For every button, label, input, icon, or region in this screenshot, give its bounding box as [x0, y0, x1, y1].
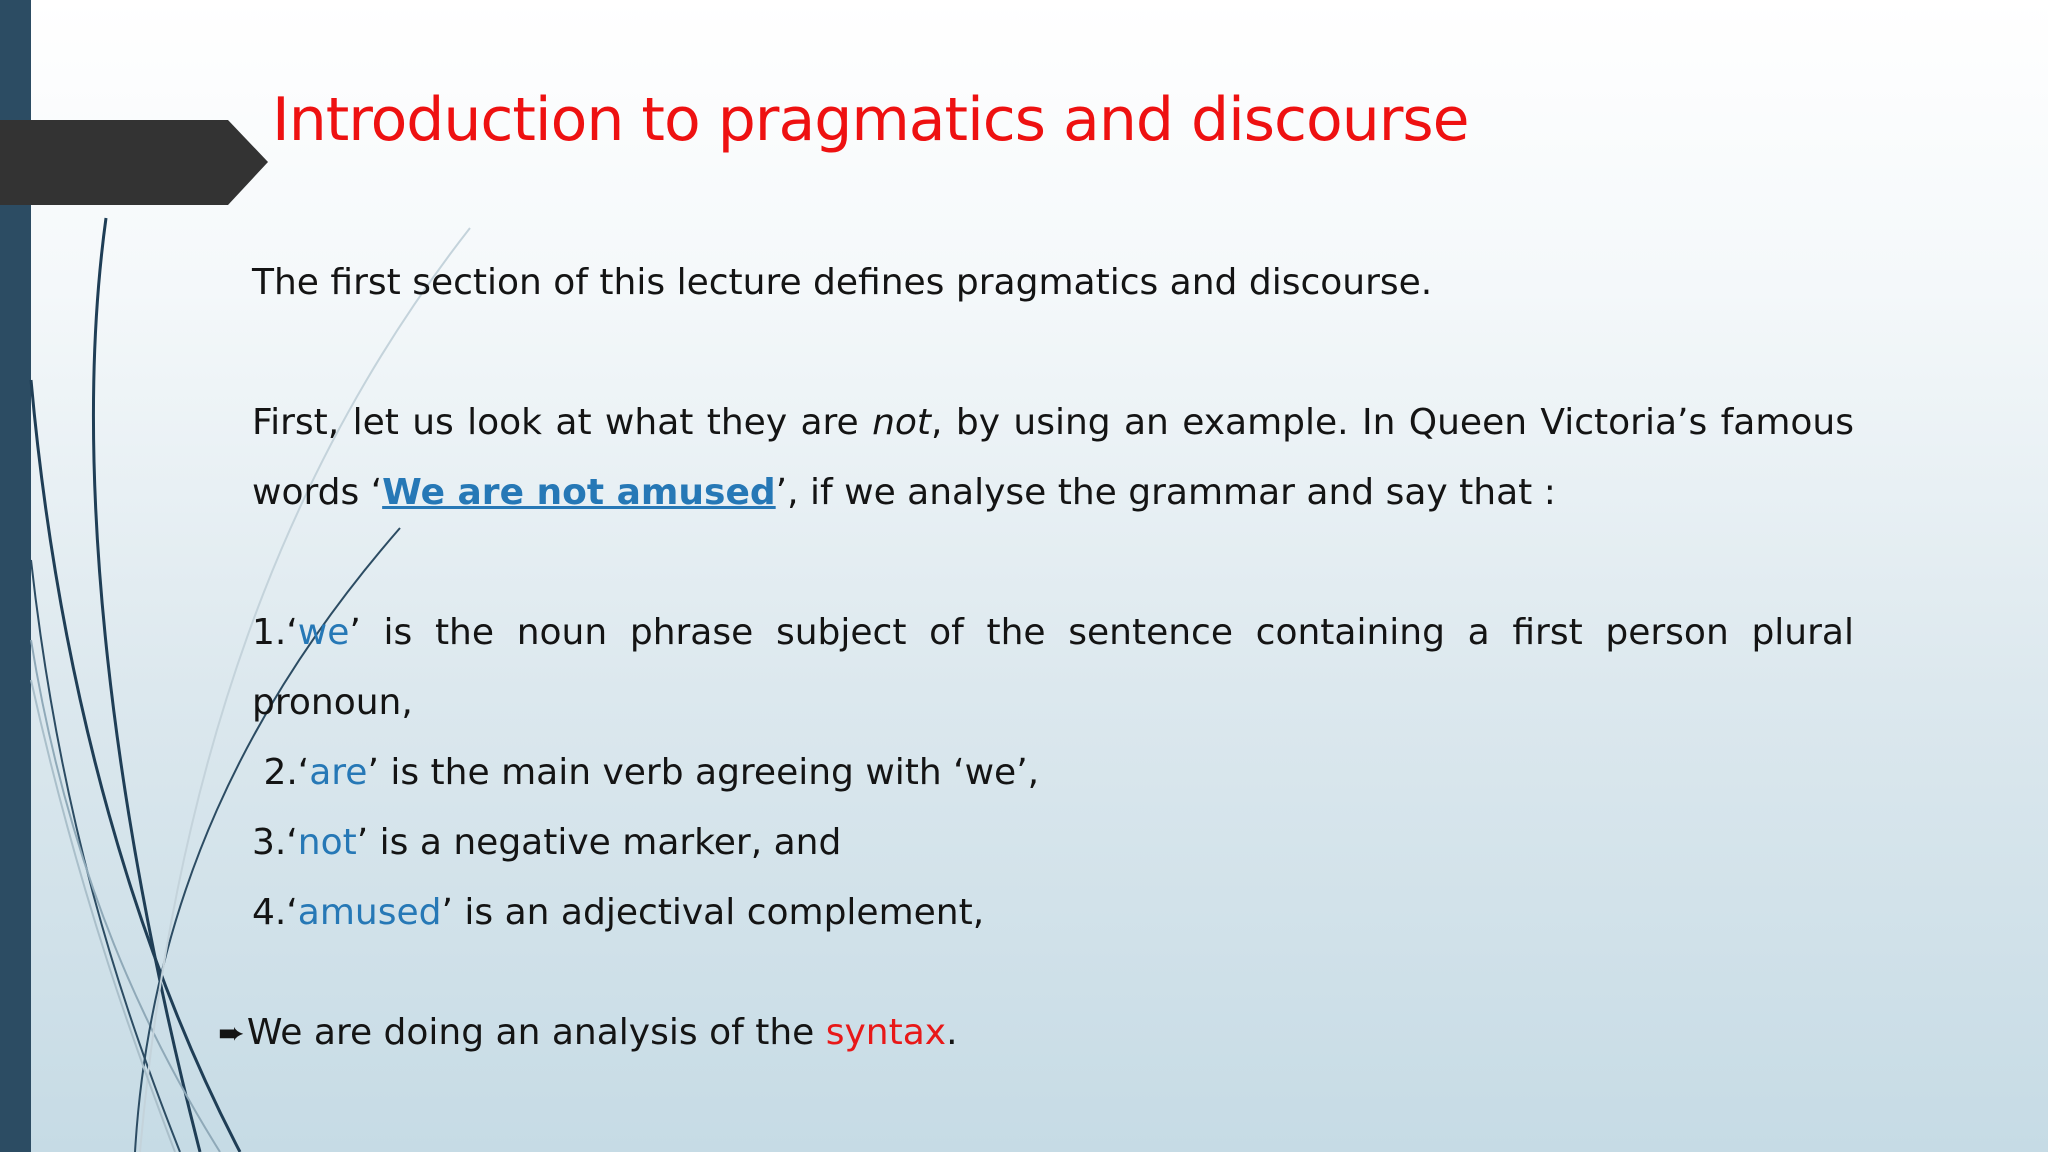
- arrow-right-icon: ➨: [218, 1014, 245, 1052]
- para-text-3: ’, if we analyse the grammar and say that :: [775, 472, 1556, 513]
- item-number: 4.‘: [252, 892, 298, 933]
- item-number: 3.‘: [252, 822, 298, 863]
- item-number: 2.‘: [252, 752, 310, 793]
- item-text: ’ is an adjectival complement,: [441, 892, 985, 933]
- quote-link[interactable]: We are not amused: [382, 472, 776, 513]
- item-keyword: not: [297, 822, 357, 863]
- item-keyword: are: [309, 752, 368, 793]
- example-paragraph: [252, 388, 1854, 528]
- list-item: [252, 808, 1854, 878]
- intro-text: The first section of this lecture defines pragmatics and discourse.: [252, 262, 1433, 303]
- list-item: [252, 738, 1854, 808]
- title-tab-shape: [0, 120, 268, 205]
- item-keyword: amused: [297, 892, 442, 933]
- bullet-highlight: syntax: [825, 1012, 947, 1053]
- list-item: [252, 598, 1854, 738]
- item-text: ’ is the main verb agreeing with ‘we’,: [367, 752, 1040, 793]
- para-text-2: , by using an example. In Queen Victoria’s famous words ‘: [252, 402, 1854, 513]
- para-emphasis: not: [872, 402, 932, 443]
- slide-content: [252, 248, 1854, 948]
- summary-bullet: [218, 998, 958, 1068]
- list-item: [252, 878, 1854, 948]
- para-text-1: First, let us look at what they are: [252, 402, 873, 443]
- item-keyword: we: [297, 612, 350, 653]
- slide-title: Introduction to pragmatics and discourse: [272, 85, 1469, 155]
- bullet-end: .: [946, 1012, 958, 1053]
- item-number: 1.‘: [252, 612, 298, 653]
- item-text: ’ is the noun phrase subject of the sentence containing a first person plural pronoun,: [252, 612, 1854, 723]
- item-text: ’ is a negative marker, and: [356, 822, 842, 863]
- bullet-text: We are doing an analysis of the: [246, 1012, 826, 1053]
